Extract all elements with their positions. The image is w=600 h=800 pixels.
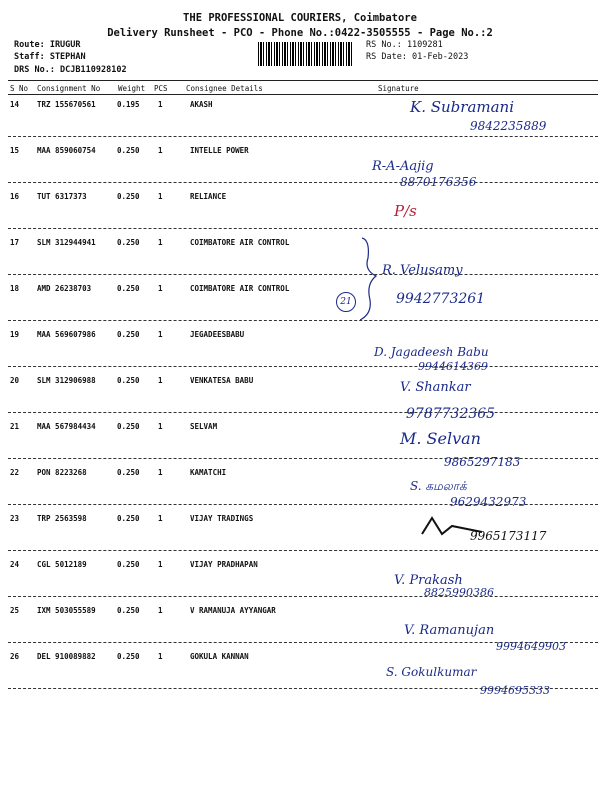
cell-consignee: GOKULA KANNAN: [190, 652, 249, 661]
phone-12: 9994695333: [480, 684, 550, 697]
cell-consignee: COIMBATORE AIR CONTROL: [190, 284, 290, 293]
cell-sno: 20: [10, 376, 20, 385]
col-sno: S No: [10, 84, 29, 93]
cell-sno: 15: [10, 146, 20, 155]
signature-1: K. Subramani: [410, 98, 515, 116]
barcode: [258, 42, 354, 66]
cell-cons: AMD 26238703: [37, 284, 92, 293]
signature-5: D. Jagadeesh Babu: [374, 345, 489, 359]
cell-sno: 23: [10, 514, 20, 523]
cell-cons: MAA 859060754: [37, 146, 96, 155]
cell-cons: SLM 312944941: [37, 238, 96, 247]
phone-10: 8825990386: [424, 586, 494, 599]
cell-weight: 0.250: [117, 652, 140, 661]
cell-consignee: SELVAM: [190, 422, 218, 431]
cell-weight: 0.250: [117, 284, 140, 293]
signature-4: R. Velusamy: [382, 263, 463, 278]
cell-weight: 0.250: [117, 330, 140, 339]
cell-pcs: 1: [158, 468, 163, 477]
cell-cons: MAA 569607986: [37, 330, 96, 339]
cell-sno: 18: [10, 284, 20, 293]
drs-number: DRS No.: DCJB110928102: [14, 65, 127, 75]
cell-cons: TRP 2563598: [37, 514, 87, 523]
cell-sno: 14: [10, 100, 20, 109]
cell-pcs: 1: [158, 652, 163, 661]
signature-7: M. Selvan: [400, 429, 481, 448]
cell-weight: 0.250: [117, 560, 140, 569]
cell-consignee: INTELLE POWER: [190, 146, 249, 155]
cell-sno: 24: [10, 560, 20, 569]
phone-2: 8870176356: [400, 175, 477, 189]
cell-consignee: V RAMANUJA AYYANGAR: [190, 606, 276, 615]
cell-sno: 25: [10, 606, 20, 615]
col-consignee: Consignee Details: [186, 84, 263, 93]
rs-date: RS Date: 01-Feb-2023: [366, 52, 469, 62]
cell-weight: 0.250: [117, 376, 140, 385]
col-signature: Signature: [378, 84, 419, 93]
cell-pcs: 1: [158, 100, 163, 109]
cell-sno: 16: [10, 192, 20, 201]
signature-10: V. Prakash: [394, 573, 463, 588]
cell-cons: CGL 5012189: [37, 560, 87, 569]
cell-pcs: 1: [158, 330, 163, 339]
cell-weight: 0.250: [117, 468, 140, 477]
cell-cons: SLM 312906988: [37, 376, 96, 385]
cell-pcs: 1: [158, 238, 163, 247]
bracket-mark: [360, 238, 376, 320]
route-label: Route: IRUGUR: [14, 40, 81, 50]
phone-7: 9865297183: [444, 455, 521, 469]
cell-consignee: AKASH: [190, 100, 213, 109]
cell-consignee: VENKATESA BABU: [190, 376, 254, 385]
circled-number: 21: [336, 292, 356, 312]
cell-cons: TRZ 155670561: [37, 100, 96, 109]
cell-pcs: 1: [158, 514, 163, 523]
cell-sno: 21: [10, 422, 20, 431]
phone-6: 9787732365: [406, 406, 496, 422]
signature-11: V. Ramanujan: [404, 623, 495, 638]
cell-sno: 17: [10, 238, 20, 247]
rs-number: RS No.: 1109281: [366, 40, 443, 50]
staff-label: Staff: STEPHAN: [14, 52, 86, 62]
cell-cons: MAA 567984434: [37, 422, 96, 431]
signature-12: S. Gokulkumar: [386, 665, 477, 679]
signature-6: V. Shankar: [400, 380, 471, 395]
cell-sno: 22: [10, 468, 20, 477]
cell-pcs: 1: [158, 284, 163, 293]
phone-8: 9629432973: [450, 495, 527, 509]
cell-pcs: 1: [158, 376, 163, 385]
cell-pcs: 1: [158, 146, 163, 155]
cell-pcs: 1: [158, 192, 163, 201]
cell-consignee: JEGADEESBABU: [190, 330, 245, 339]
cell-weight: 0.250: [117, 238, 140, 247]
cell-weight: 0.250: [117, 146, 140, 155]
col-pcs: PCS: [154, 84, 168, 93]
runsheet-subtitle: Delivery Runsheet - PCO - Phone No.:0422-3505555 - Page No.:2: [107, 27, 493, 39]
cell-consignee: RELIANCE: [190, 192, 227, 201]
cell-cons: IXM 503055589: [37, 606, 96, 615]
signature-2: R-A-Aajig: [372, 159, 434, 174]
cell-consignee: COIMBATORE AIR CONTROL: [190, 238, 290, 247]
col-weight: Weight: [118, 84, 146, 93]
cell-consignee: VIJAY TRADINGS: [190, 514, 254, 523]
cell-pcs: 1: [158, 606, 163, 615]
cell-weight: 0.250: [117, 422, 140, 431]
cell-sno: 26: [10, 652, 20, 661]
cell-weight: 0.250: [117, 514, 140, 523]
cell-cons: PON 8223268: [37, 468, 87, 477]
phone-1: 9842235889: [470, 119, 547, 133]
cell-weight: 0.250: [117, 192, 140, 201]
signature-8: S. கமலாக்: [410, 479, 467, 493]
phone-5: 9944614369: [418, 360, 488, 373]
cell-sno: 19: [10, 330, 20, 339]
cell-cons: DEL 910089882: [37, 652, 96, 661]
cell-consignee: KAMATCHI: [190, 468, 227, 477]
phone-9: 9965173117: [470, 529, 547, 543]
company-title: THE PROFESSIONAL COURIERS, Coimbatore: [183, 12, 417, 24]
signature-column: [360, 88, 600, 708]
header-rule-top: [8, 80, 598, 81]
cell-pcs: 1: [158, 560, 163, 569]
cell-pcs: 1: [158, 422, 163, 431]
cell-weight: 0.250: [117, 606, 140, 615]
phone-4: 9942773261: [396, 291, 486, 307]
signature-3: P/s: [394, 202, 417, 220]
phone-11: 9994649903: [496, 640, 566, 653]
cell-cons: TUT 6317373: [37, 192, 87, 201]
cell-weight: 0.195: [117, 100, 140, 109]
col-consignment: Consignment No: [37, 84, 101, 93]
cell-consignee: VIJAY PRADHAPAN: [190, 560, 258, 569]
